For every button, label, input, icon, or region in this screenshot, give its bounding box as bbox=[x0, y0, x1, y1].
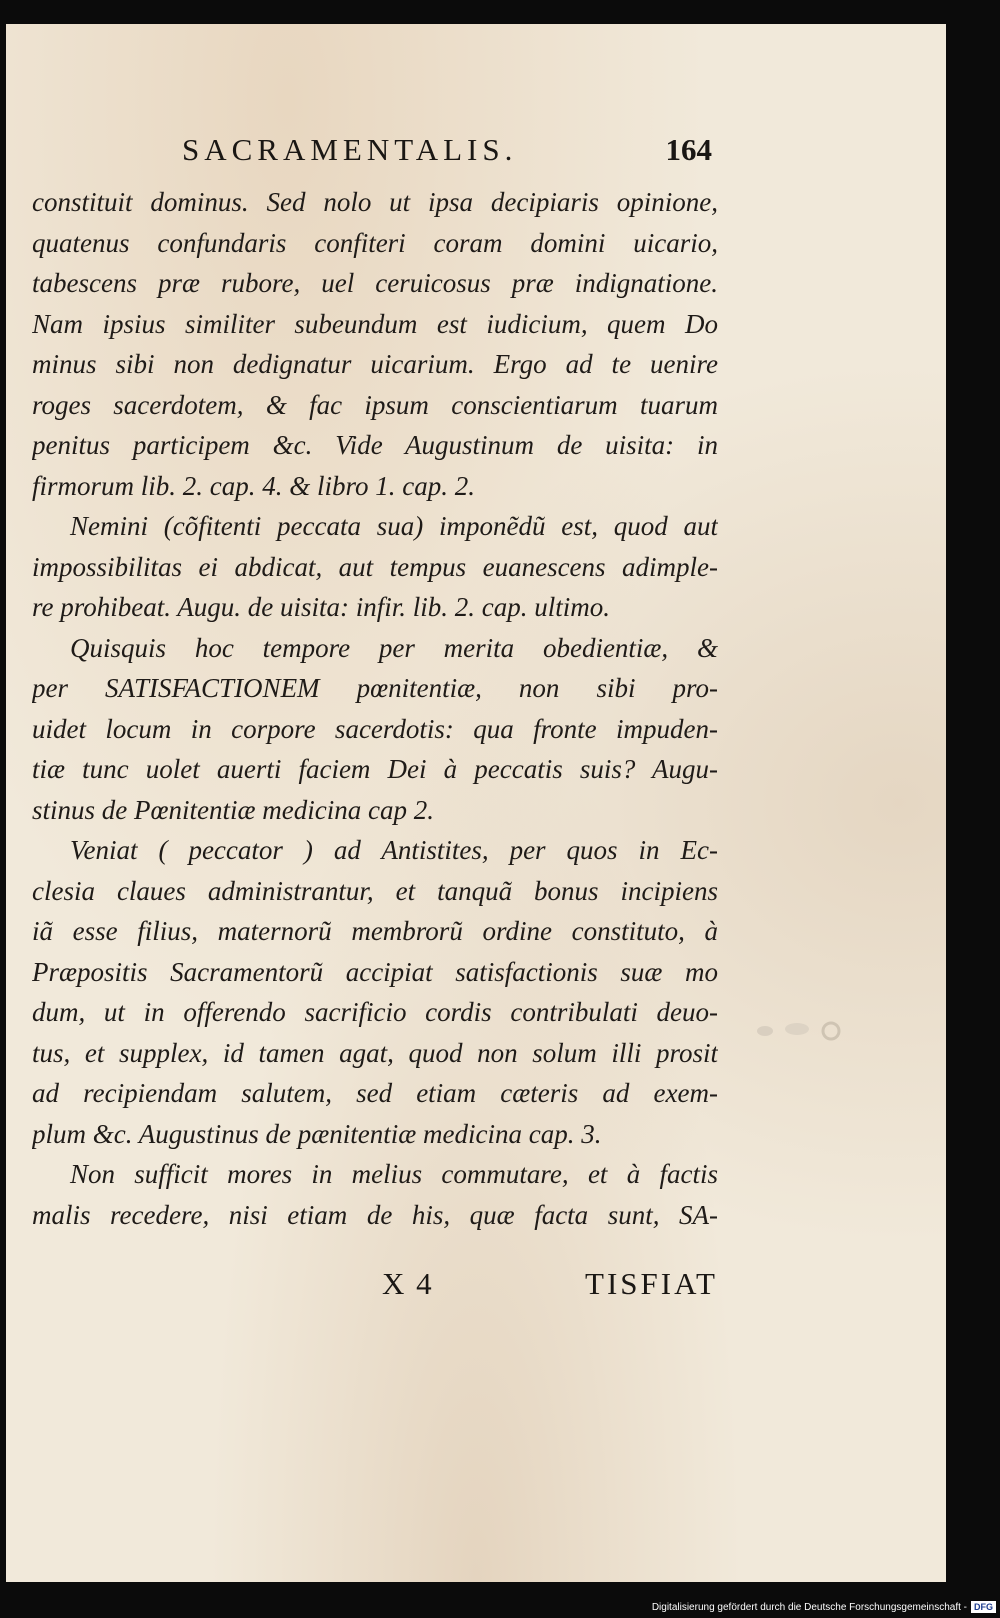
text-line: ad recipiendam salutem, sed etiam cæteris ad exem- bbox=[32, 1078, 718, 1108]
text-line: penitus participem &c. Vide Augustinum de uisita: in bbox=[32, 430, 718, 460]
text-line: stinus de Pœnitentiæ medicina cap 2. bbox=[32, 794, 434, 825]
page-footer bbox=[32, 1266, 718, 1306]
text-line: tiæ tunc uolet auerti faciem Dei à peccatis suis? Augu- bbox=[32, 754, 718, 784]
text-line: uidet locum in corpore sacerdotis: qua fronte impuden- bbox=[32, 713, 718, 744]
text-line: plum &c. Augustinus de pænitentiæ medicina cap. 3. bbox=[32, 1118, 602, 1149]
book-page bbox=[6, 24, 946, 1582]
text-line: re prohibeat. Augu. de uisita: infir. lib. 2. cap. ultimo. bbox=[32, 592, 610, 622]
text-block bbox=[32, 182, 718, 1235]
text-line: Non sufficit mores in melius commutare, et à factis bbox=[70, 1159, 718, 1189]
text-line: iã esse filius, maternorũ membrorũ ordine constituto, à bbox=[32, 916, 718, 946]
ink-blot bbox=[751, 1017, 843, 1043]
digitization-credit bbox=[652, 1600, 996, 1614]
text-line: Nemini (cõfitenti peccata sua) imponẽdũ est, quod aut bbox=[70, 511, 718, 541]
dfg-logo-icon: DFG bbox=[971, 1601, 996, 1613]
text-line: constituit dominus. Sed nolo ut ipsa decipiaris opinione, bbox=[32, 187, 718, 217]
text-line: quatenus confundaris confiteri coram domini uicario, bbox=[32, 227, 718, 258]
text-line: impossibilitas ei abdicat, aut tempus euanescens adimple- bbox=[32, 551, 718, 582]
catchword: TISFIAT bbox=[585, 1266, 718, 1301]
text-line: firmorum lib. 2. cap. 4. & libro 1. cap. 2. bbox=[32, 470, 475, 501]
folio-number: 164 bbox=[665, 132, 712, 167]
text-line: Nam ipsius similiter subeundum est iudicium, quem Do bbox=[32, 308, 718, 339]
text-line: malis recedere, nisi etiam de his, quæ facta sunt, SA- bbox=[32, 1199, 718, 1230]
text-line: minus sibi non dedignatur uicarium. Ergo ad te uenire bbox=[32, 349, 718, 379]
credit-text: Digitalisierung gefördert durch die Deutsche Forschungsgemeinschaft - bbox=[651, 1601, 967, 1613]
running-title: SACRAMENTALIS. bbox=[182, 132, 518, 167]
text-line: roges sacerdotem, & fac ipsum conscientiarum tuarum bbox=[32, 389, 718, 420]
text-line: tus, et supplex, id tamen agat, quod non solum illi prosit bbox=[32, 1037, 718, 1068]
text-line: Quisquis hoc tempore per merita obedientiæ, & bbox=[70, 632, 718, 663]
signature-mark: X 4 bbox=[382, 1266, 434, 1301]
text-line: per SATISFACTIONEM pœnitentiæ, non sibi pro- bbox=[32, 673, 718, 703]
text-line: dum, ut in offerendo sacrificio cordis contribulati deuo- bbox=[32, 997, 718, 1027]
text-line: tabescens præ rubore, uel ceruicosus præ indignatione. bbox=[32, 268, 718, 298]
text-line: Veniat ( peccator ) ad Antistites, per quos in Ec- bbox=[70, 835, 718, 865]
text-line: clesia claues administrantur, et tanquã bonus incipiens bbox=[32, 875, 718, 906]
text-line: Præpositis Sacramentorũ accipiat satisfactionis suæ mo bbox=[32, 956, 718, 987]
running-head bbox=[182, 132, 712, 172]
